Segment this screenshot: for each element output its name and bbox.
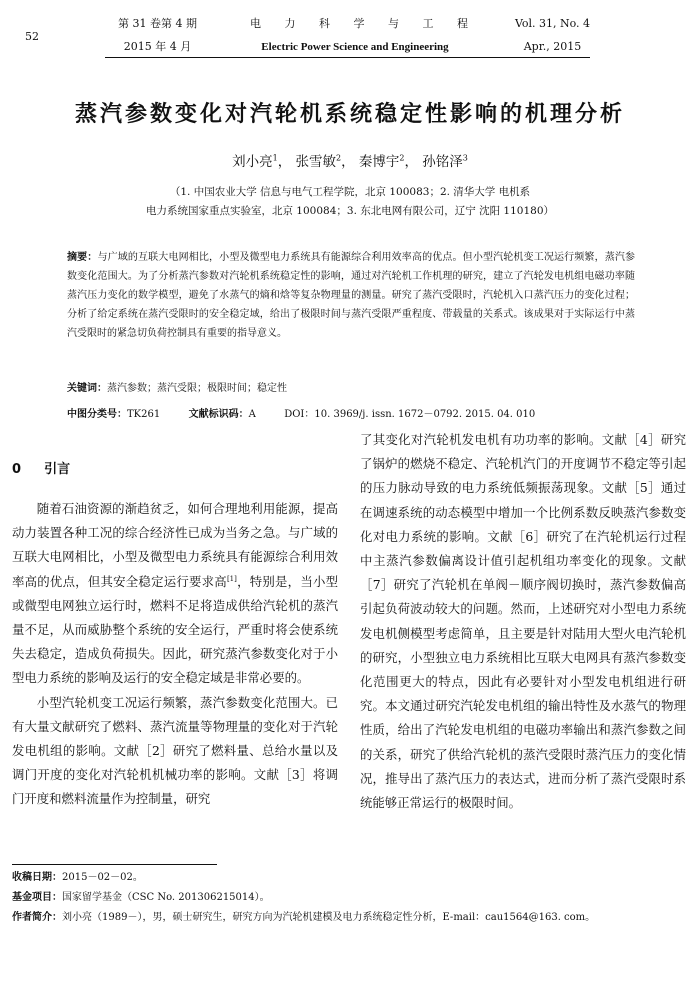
author-mark: 2: [399, 153, 405, 163]
footnote-fund: [12, 889, 692, 907]
header-rule: [105, 57, 590, 58]
doi-label: DOI：: [284, 409, 315, 420]
paragraph-text: ，特别是，当小型或微型电网独立运行时，燃料不足将造成供给汽轮机的蒸汽量不足，从而威胁整个系统的安全运行，严重时将会使系统失去稳定，造成负荷损失。因此，研究蒸汽参数变化对于小型电力系统的影响及运行的安全稳定域是非常必要的。: [12, 573, 339, 686]
author-list: 刘小亮$^1$， 张雪敏$^2$， 秦博宇$^2$， 孙铭泽$^3$: [232, 153, 468, 170]
keywords-text: 蒸汽参数；蒸汽受限；极限时间；稳定性: [107, 383, 287, 394]
abstract: [67, 248, 635, 343]
journal-name-en: Electric Power Science and Engineering: [261, 41, 449, 53]
clc-value: TK261: [127, 409, 161, 420]
clc-label: 中图分类号：: [67, 409, 127, 420]
author-name: 秦博宇: [358, 154, 400, 170]
classification-line: [67, 408, 637, 422]
volume-cn: 第 31 卷第 4 期: [118, 17, 197, 30]
paragraph-text: 随着石油资源的渐趋贫乏，如何合理地利用能源，提高动力装置各种工况的综合经济性已成为当务之急。与广域的互联大电网相比，小型及微型电力系统具有能源综合利用效率高的优点，但其安全稳定运行要求高: [12, 501, 338, 589]
right-column: [360, 428, 686, 815]
author-name: 张雪敏: [295, 154, 336, 170]
footnote-rule: [12, 864, 217, 865]
abstract-text: 与广域的互联大电网相比，小型及微型电力系统具有能源综合利用效率高的优点。但小型汽轮机变工况运行频繁，蒸汽参数变化范围大。为了分析蒸汽参数对汽轮机系统稳定性的影响，通过对汽轮机工作机理的研究，建立了汽轮发电机组电磁功率随蒸汽压力变化的数学模型，避免了水蒸气的熵和焓等复杂物理量的测量。研究了蒸汽受限时，汽轮机入口蒸汽压力的变化过程；分析了给定系统在蒸汽受限时的安全稳定域，给出了极限时间与蒸汽受限严重程度、带载量的关系式。该成果对于实际运行中蒸汽受限时的紧急切负荷控制具有重要的指导意义。: [67, 252, 636, 339]
doc-code-label: 文献标识码：: [188, 409, 249, 420]
page-number: 52: [25, 30, 39, 43]
paper-title: 蒸汽参数变化对汽轮机系统稳定性影响的机理分析: [74, 102, 625, 127]
section-heading: [12, 458, 70, 477]
footnote-value: 国家留学基金（CSC No. 201306215014）。: [62, 892, 270, 903]
author-name: 孙铭泽: [422, 154, 463, 170]
footnote-label: 收稿日期：: [12, 872, 62, 883]
author-name: 刘小亮: [232, 154, 273, 170]
footnote-received: [12, 869, 692, 887]
author-mark: 3: [462, 153, 468, 163]
abstract-label: 摘要：: [67, 252, 98, 263]
left-column: [12, 497, 338, 812]
volume-en: Vol. 31, No. 4: [514, 17, 591, 30]
footnote-label: 作者简介：: [12, 912, 62, 923]
author-mark: 1: [272, 153, 278, 163]
journal-name-cn: 电 力 科 学 与 工 程: [250, 17, 478, 30]
date-cn: 2015 年 4 月: [123, 40, 192, 53]
doi-value: 10. 3969/j. issn. 1672－0792. 2015. 04. 010: [314, 409, 536, 420]
footnote-author: [12, 909, 692, 927]
paragraph: 了其变化对汽轮机发电机有功功率的影响。文献［4］研究了锅炉的燃烧不稳定、汽轮机汽门的开度调节不稳定等引起的压力脉动导致的电力系统低频振荡现象。文献［5］通过在调速系统的动态模型中增加一个比例系数反映蒸汽参数变化对电力系统的影响。文献［6］研究了在汽轮机运行过程中主蒸汽参数偏离设计值引起机组功率变化的现象。文献［7］研究了汽轮机在单阀－顺序阀切换时，蒸汽参数偏高引起负荷波动较大的问题。然而，上述研究对小型电力系统发电机侧模型考虑简单，且主要是针对陆用大型火电汽轮机的研究，小型独立电力系统相比互联大电网具有蒸汽参数变化范围更大的特点，因此有必要针对小型发电机组进行研究。本文通过研究汽轮发电机组的输出特性及水蒸气的物理性质，给出了汽轮发电机组的电磁功率输出和蒸汽参数之间的关系，研究了供给汽轮机的蒸汽受限时蒸汽压力的变化情况，推导出了蒸汽压力的表达式，进而分析了蒸汽受限时系统能够正常运行的极限时间。: [360, 432, 686, 811]
section-number: 0: [12, 462, 22, 477]
paragraph: 小型汽轮机变工况运行频繁，蒸汽参数变化范围大。已有大量文献研究了燃料、蒸汽流量等物理量的变化对于汽轮发电机组的影响。文献［2］研究了燃料量、总给水量以及调门开度的变化对汽轮机机械功率的影响。文献［3］将调门开度和燃料流量作为控制量，研究: [12, 694, 338, 807]
citation-ref: [1]: [226, 574, 237, 583]
affiliation-line: （1. 中国农业大学 信息与电气工程学院，北京 100083；2. 清华大学 电机系: [169, 186, 531, 198]
doc-code-value: A: [248, 409, 256, 420]
affiliation-line: 电力系统国家重点实验室，北京 100084；3. 东北电网有限公司，辽宁 沈阳 110180）: [145, 205, 555, 217]
keywords-label: 关键词：: [67, 383, 107, 394]
affiliations: [0, 183, 700, 221]
paragraph: [12, 497, 338, 691]
author-mark: 2: [336, 153, 342, 163]
date-en: Apr., 2015: [523, 40, 582, 53]
footnote-value: 刘小亮（1989－），男，硕士研究生，研究方向为汽轮机建模及电力系统稳定性分析，E-mail：cau1564@163. com。: [62, 912, 596, 923]
section-title: 引言: [44, 462, 71, 477]
footnote-value: 2015－02－02。: [62, 872, 143, 883]
footnote-label: 基金项目：: [12, 892, 62, 903]
keywords: [67, 382, 637, 396]
